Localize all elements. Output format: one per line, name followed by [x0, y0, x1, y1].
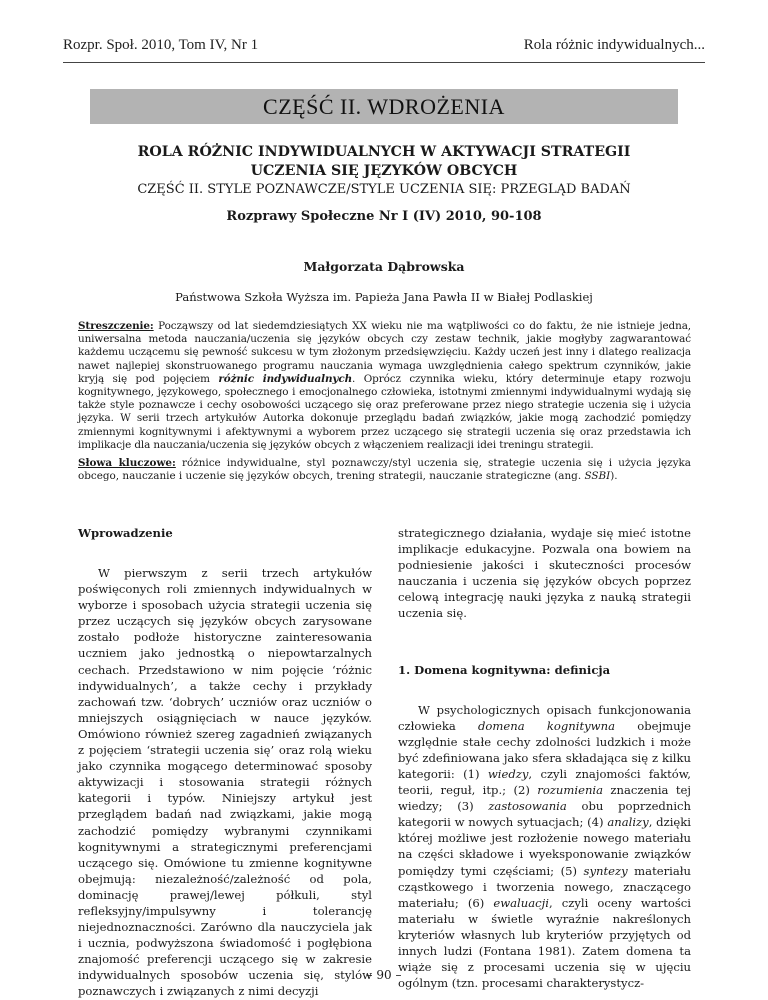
keywords-close: ).: [610, 470, 618, 483]
author-affiliation: Państwowa Szkoła Wyższa im. Papieża Jana Pawła II w Białej Podlaskiej: [175, 290, 593, 304]
continuation-paragraph: strategicznego działania, wydaje się mieć istotne implikacje edukacyjne. Pozwala ona bowiem na podniesienie jakości i skuteczności procesów nauczania i uczenia się języków obcych poprzez celową integrację nauki języka z nauką strategii uczenia się.: [398, 526, 691, 621]
page-number: – 90 –: [366, 968, 402, 982]
abstract-emphasis: różnic indywidualnych: [218, 372, 353, 385]
running-head-right: Rola różnic indywidualnych...: [523, 37, 705, 53]
abstract: [78, 320, 691, 452]
article-title-line-2: UCZENIA SIĘ JĘZYKÓW OBCYCH: [250, 163, 518, 179]
section-1-paragraph: W psychologicznych opisach funkcjonowania człowieka domena kognitywna obejmuje względnie stałe cechy zdolności ludzkich i może być zdefiniowana jako sfera składająca się z kilku kategorii: (1) wiedzy, czyli znajomości faktów, teorii, reguł, itp.; (2) rozumienia znaczenia tej wiedzy; (3) zastosowania obu poprzednich kategorii w nowych sytuacjach; (4) analizy, dzięki której możliwe jest rozłożenie nowego materiału na części składowe i wyeksponowanie związków pomiędzy tymi częściami; (5) syntezy materiału cząstkowego i tworzenia nowego, znaczącego materiału; (6) ewaluacji, czyli oceny wartości materiału w świetle wyraźnie nakreślonych kryteriów własnych lub kryteriów przyjętych od innych ludzi (Fontana 1981). Zatem domena ta wiąże się z procesami uczenia się w ujęciu ogólnym (tzn. procesami charakterystycz-: [398, 702, 692, 991]
article-title-line-1: ROLA RÓŻNIC INDYWIDUALNYCH W AKTYWACJI STRATEGII: [137, 144, 631, 160]
right-column: [398, 525, 691, 991]
intro-heading: Wprowadzenie: [78, 526, 173, 540]
keywords-text: różnice indywidualne, styl poznawczy/styl uczenia się, strategie uczenia się i użycia języka obcego, nauczanie i uczenie się języków obcych, trening strategii, nauczanie strategiczne (ang.: [78, 457, 691, 483]
abstract-label: Streszczenie:: [78, 320, 154, 332]
running-head: [63, 37, 705, 57]
abstract-text-1: Począwszy od lat siedemdziesiątych XX wieku nie ma wątpliwości co do faktu, że nie istnieje jedna, uniwersalna metoda nauczania/uczenia się języków obcych czy zestaw technik, jakie mogłyby zagwarantować każdemu uczącemu się pewność sukcesu w tym złożonym przedsięwzięciu. Każdy uczeń jest inny i dlatego realizacja nawet najlepiej skonstruowanego programu nauczania wymaga uwzględnienia całego spektrum czynników, jakie kryją się pod pojęciem: [78, 320, 691, 385]
article-title: [63, 143, 705, 181]
intro-paragraph: W pierwszym z serii trzech artykułów poświęconych roli zmiennych indywidualnych w wyborze i sposobach użycia strategii uczenia się przez uczących się języków obcych zarysowane zostało podłoże historyczne zainteresowania uczniem jako jednostką o niepowtarzalnych cechach. Przedstawiono w nim pojęcie ‘różnic indywidualnych’, a także cechy i przykłady zachowań tzw. ‘dobrych’ uczniów oraz uczniów o mniejszych osiągnięciach w nauce języków. Omówiono również szereg zagadnień związanych z pojęciem ‘strategii uczenia się’ oraz rolą wieku jako czynnika mogącego determinować sposoby aktywizacji i stosowania strategii różnych kategorii i typów. Niniejszy artykuł jest przeglądem badań nad związkami, jakie mogą zachodzić pomiędzy wybranymi czynnikami kognitywnymi a strategicznymi preferencjami uczącego się. Omówione tu zmienne kognitywne obejmują: niezależność/zależność od pola, dominację prawej/lewej półkuli, styl refleksyjny/impulsywny i tolerancję niejednoznaczności. Zarówno dla nauczyciela jak i ucznia, podwyższona świadomość i pogłębiona znajomość preferencji uczącego się w zakresie indywidualnych sposobów uczenia się, stylów poznawczych i związanych z nimi decyzji: [78, 566, 372, 999]
section-1-heading: 1. Domena kognitywna: definicja: [398, 662, 611, 677]
abstract-text-2: . Oprócz czynnika wieku, który determinuje etapy rozwoju kognitywnego, językowego, społecznego i emocjonalnego człowieka, istotnymi zmiennymi indywidualnymi wydają się także style poznawcze i cechy osobowości uczącego się oraz preferowane przez niego strategie uczenia się i użycia języka. W serii trzech artykułów Autorka dokonuje przeglądu badań związków, jakie mogą zachodzić pomiędzy zmiennymi kognitywnymi i afektywnymi a wyborem przez uczącego się strategii uczenia się oraz przedstawia ich implikacje dla nauczania/uczenia się języków obcych z włączeniem realizacji idei treningu strategii.: [78, 372, 692, 451]
article-subtitle: CZĘŚĆ II. STYLE POZNAWCZE/STYLE UCZENIA SIĘ: PRZEGLĄD BADAŃ: [137, 182, 631, 197]
author-name: Małgorzata Dąbrowska: [303, 259, 465, 274]
left-column: [78, 525, 372, 1000]
journal-citation: Rozprawy Społeczne Nr I (IV) 2010, 90-108: [226, 209, 542, 224]
header-divider: [63, 62, 705, 63]
keywords-label: Słowa kluczowe:: [78, 457, 176, 469]
part-banner: CZĘŚĆ II. WDROŻENIA: [90, 89, 678, 124]
keywords: [78, 457, 691, 483]
running-head-left: Rozpr. Społ. 2010, Tom IV, Nr 1: [63, 37, 259, 53]
keywords-abbr: SSBI: [584, 470, 611, 483]
